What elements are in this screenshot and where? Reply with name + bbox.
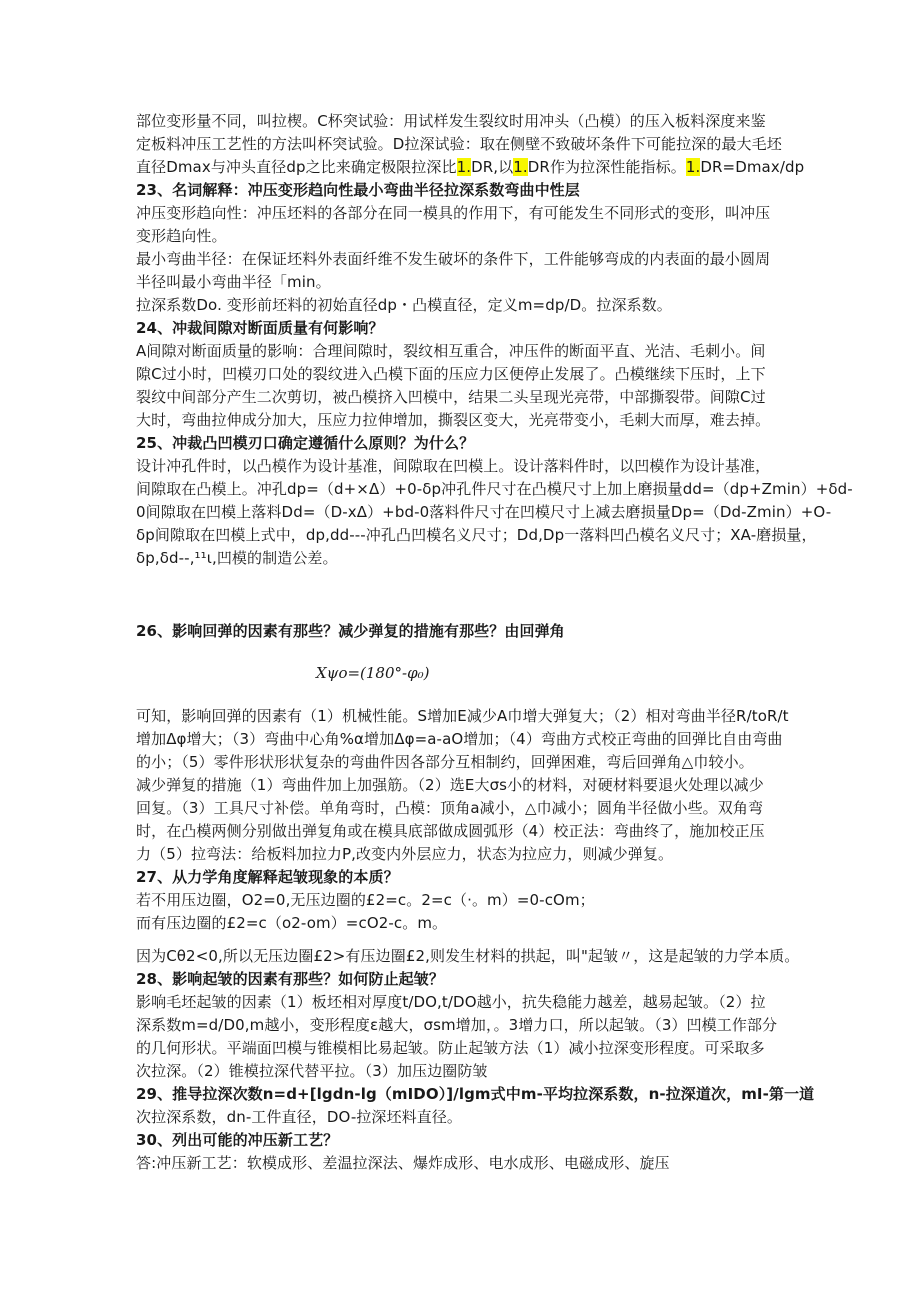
- paragraph-line: 增加Δφ增大；（3）弯曲中心角%α增加Δφ=a-aO增加；（4）弯曲方式校正弯曲的回弹比自由弯曲: [136, 730, 783, 748]
- paragraph-line: 冲压变形趋向性：冲压坯料的各部分在同一模具的作用下，有可能发生不同形式的变形，叫冲压: [136, 204, 771, 222]
- paragraph-line: 大时，弯曲拉伸成分加大，压应力拉伸增加，撕裂区变大，光亮带变小，毛刺大而厚，难去掉。: [136, 411, 771, 429]
- text-block-bottom-b: [136, 945, 815, 1175]
- highlighted-text: 1.: [456, 158, 472, 176]
- paragraph-line: 可知，影响回弹的因素有（1）机械性能。S增加E减少A巾增大弹复大；（2）相对弯曲半径R/toR/t: [136, 707, 789, 725]
- paragraph-line: 而有压边圈的£2=c（o2-om）=cO2-c。m。: [136, 914, 448, 932]
- question-heading-26: 26、影响回弹的因素有那些？减少弹复的措施有那些？由回弹角: [136, 622, 565, 640]
- paragraph-line: 时，在凸模两侧分别做出弹复角或在模具底部做成圆弧形（4）校正法：弯曲终了，施加校正压: [136, 822, 765, 840]
- question-heading-23: 23、名词解释：冲压变形趋向性最小弯曲半径拉深系数弯曲中性层: [136, 181, 580, 199]
- paragraph-line: 次拉深系数，dn-工件直径，DO-拉深坯料直径。: [136, 1108, 463, 1126]
- paragraph-line: 减少弹复的措施（1）弯曲件加上加强筋。（2）选E大σs小的材料，对硬材料要退火处理以减少: [136, 776, 764, 794]
- text-block-top: [136, 110, 853, 570]
- question-heading-29: 29、推导拉深次数n=d+[lgdn-lg（mIDO）]/lgm式中m-平均拉深系数，n-拉深道次，mI-第一道: [136, 1085, 815, 1103]
- text-block-bottom-a: [136, 705, 789, 935]
- text-run: DR=Dmax/dp: [700, 158, 805, 176]
- question-heading-24: 24、冲裁间隙对断面质量有何影响？: [136, 319, 384, 337]
- paragraph-line: 拉深系数Do. 变形前坯料的初始直径dp・凸模直径，定义m=dp/D。拉深系数。: [136, 296, 672, 314]
- paragraph-line: 0间隙取在凹模上落料Dd=（D-xΔ）+bd-0落料件尺寸在凹模尺寸上减去磨损量Dp=（Dd-Zmin）+O-: [136, 503, 832, 521]
- paragraph-line: 回复。（3）工具尺寸补偿。单角弯时，凸模：顶角a减小，△巾减小；圆角半径做小些。双角弯: [136, 799, 764, 817]
- paragraph-line: [136, 156, 805, 179]
- paragraph-line: 设计冲孔件时，以凸模作为设计基准，间隙取在凹模上。设计落料件时，以凹模作为设计基准，: [136, 457, 771, 475]
- text-run: DR,以: [471, 158, 514, 176]
- paragraph-line: 裂纹中间部分产生二次剪切，被凸模挤入凹模中，结果二头呈现光亮带，中部撕裂带。间隙C过: [136, 388, 766, 406]
- paragraph-line: δp,δd--,¹¹ι,凹模的制造公差。: [136, 549, 338, 567]
- paragraph-line: 若不用压边圈，O2=0,无压边圈的£2=c。2=c（·。m）=0-cOm；: [136, 891, 595, 909]
- text-run: DR作为拉深性能指标。: [527, 158, 686, 176]
- paragraph-line: 因为Cθ2<0,所以无压边圈£2>有压边圈£2,则发生材料的拱起，叫"起皱〃，这是起皱的力学本质。: [136, 947, 800, 965]
- paragraph-line: 最小弯曲半径：在保证坯料外表面纤维不发生破坏的条件下，工件能够弯成的内表面的最小圆周: [136, 250, 771, 268]
- paragraph-line: δp间隙取在凹模上式中，dp,dd---冲孔凸凹模名义尺寸；Dd,Dp一落料凹凸模名义尺寸；XA-磨损量，: [136, 526, 817, 544]
- paragraph-line: 的几何形状。平端面凹模与锥模相比易起皱。防止起皱方法（1）减小拉深变形程度。可采取多: [136, 1039, 765, 1057]
- highlighted-text: 1.: [685, 158, 701, 176]
- question-heading-25: 25、冲裁凸凹模刃口确定遵循什么原则？为什么？: [136, 434, 475, 452]
- highlighted-text: 1.: [513, 158, 528, 176]
- question-heading-30: 30、列出可能的冲压新工艺？: [136, 1131, 339, 1149]
- springback-formula: Xψo=(180°-φ₀): [316, 664, 430, 682]
- paragraph-line: 部位变形量不同，叫拉楔。C杯突试验：用试样发生裂纹时用冲头（凸模）的压入板料深度来鉴: [136, 112, 766, 130]
- question-heading-27: 27、从力学角度解释起皱现象的本质？: [136, 868, 399, 886]
- paragraph-line: 深系数m=d/D0,m越小，变形程度ε越大，σsm增加，。3增力口，所以起皱。（3）凹模工作部分: [136, 1016, 778, 1034]
- question-heading-26-wrap: [136, 620, 784, 643]
- paragraph-line: 变形趋向性。: [136, 227, 227, 245]
- paragraph-line: A间隙对断面质量的影响：合理间隙时，裂纹相互重合，冲压件的断面平直、光洁、毛刺小。间: [136, 342, 766, 360]
- paragraph-line: 的小；（5）零件形状形状复杂的弯曲件因各部分互相制约，回弹困难，弯后回弹角△巾较小。: [136, 753, 754, 771]
- paragraph-line: 影响毛坯起皱的因素（1）板坯相对厚度t/DO,t/DO越小，抗失稳能力越差，越易起皱。（2）拉: [136, 993, 766, 1011]
- paragraph-line: 间隙取在凸模上。冲孔dp=（d+×Δ）+0-δp冲孔件尺寸在凸模尺寸上加上磨损量dd=（dp+Zmin）+δd-: [136, 480, 853, 498]
- paragraph-line: 力（5）拉弯法：给板料加拉力P,改变内外层应力，状态为拉应力，则减少弹复。: [136, 845, 674, 863]
- paragraph-line: 次拉深。（2）锥模拉深代替平拉。（3）加压边圈防皱: [136, 1062, 488, 1080]
- paragraph-line: 半径叫最小弯曲半径「min。: [136, 273, 331, 291]
- text-run: 直径Dmax与冲头直径dp之比来确定极限拉深比: [136, 158, 457, 176]
- paragraph-line: 隙C过小时，凹模刃口处的裂纹进入凸模下面的压应力区便停止发展了。凸模继续下压时，上下: [136, 365, 766, 383]
- question-heading-28: 28、影响起皱的因素有那些？如何防止起皱？: [136, 970, 444, 988]
- paragraph-line: 定板料冲压工艺性的方法叫杯突试验。D拉深试验：取在侧壁不致破坏条件下可能拉深的最大毛坯: [136, 135, 782, 153]
- paragraph-line: 答:冲压新工艺：软模成形、差温拉深法、爆炸成形、电水成形、电磁成形、旋压: [136, 1154, 670, 1172]
